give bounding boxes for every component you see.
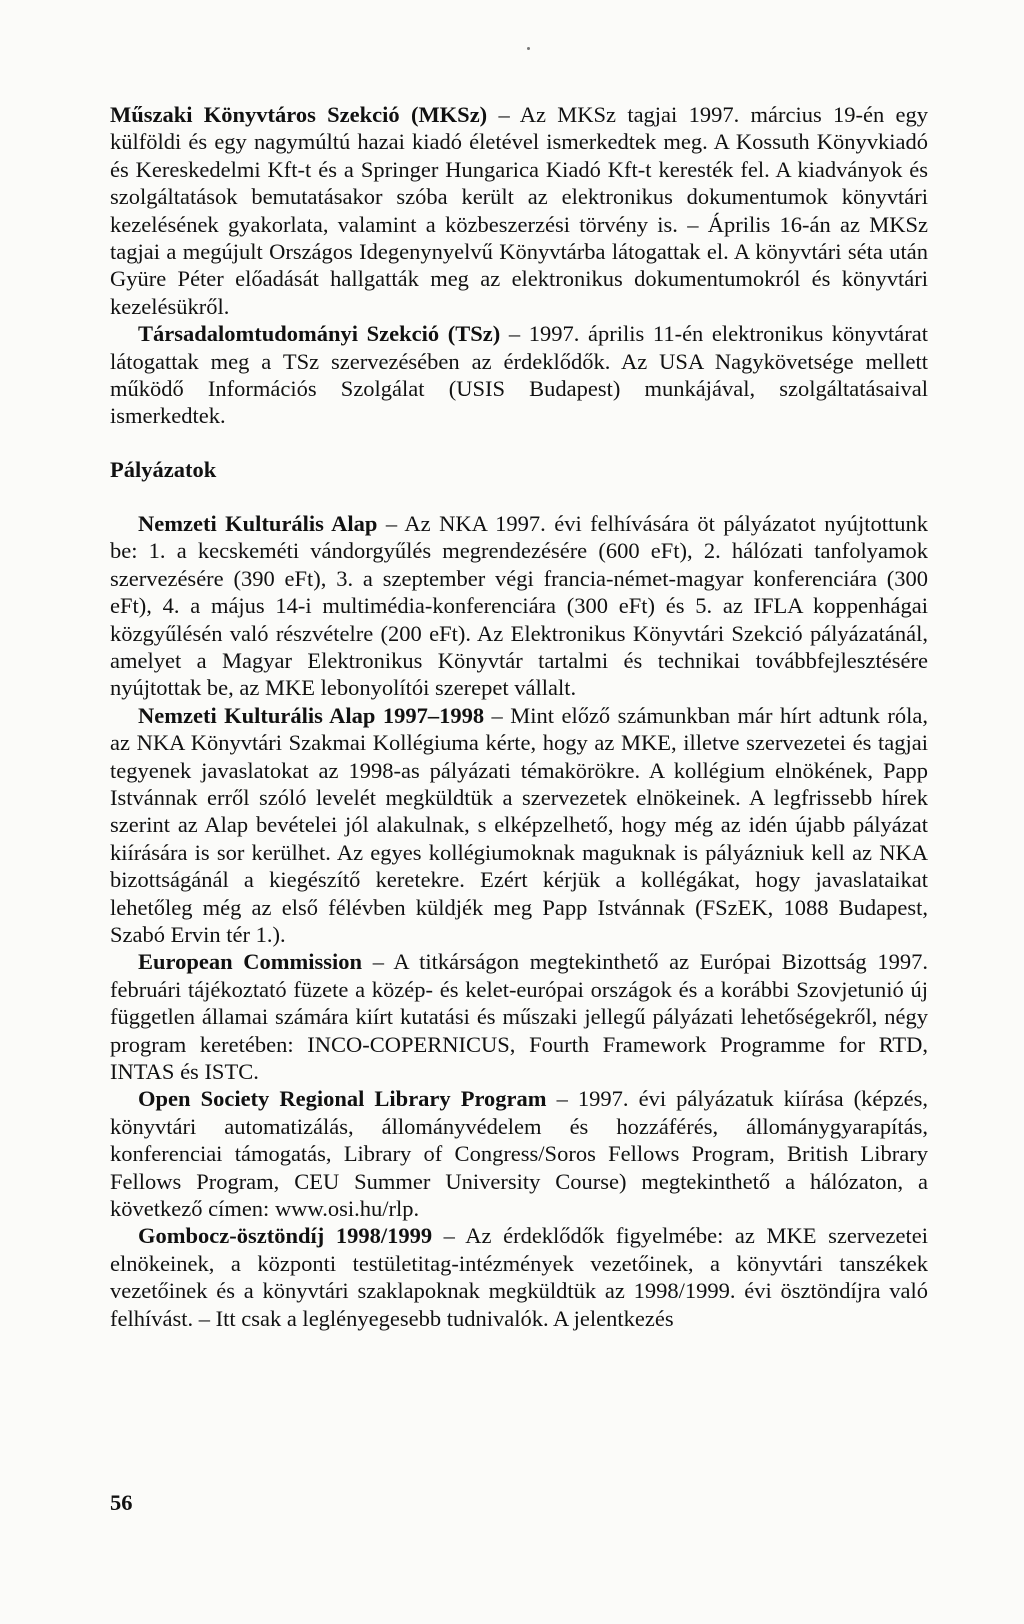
paragraph-text-open-society: – 1997. évi pályázatuk kiírása (képzés, könyvtári automatizálás, állományvédelem és hozzáférés, állománygyarapítás, konferenciai támogatás, Library of Congress/Soros Fellows Program, British Library Fellows Program, CEU Summer University Course) megtekinthető a hálózaton, a következő címen: www.osi.hu/rlp. [110,1086,928,1222]
paragraph-lead-european-commission: European Commission [138,949,363,975]
paragraph-text-nka-1998: – Mint előző számunkban már hírt adtunk róla, az NKA Könyvtári Szakmai Kollégiuma kérte, hogy az MKE, illetve szervezetei és tagjai tegyenek javaslatokat az 1998-as pályázati témakörökre. A kollégium elnökének, Papp Istvánnak erről szóló levelét megküldtük a szervezetek elnökeinek. A legfrissebb hírek szerint az Alap bevételei jól alakulnak, s elképzelhető, hogy még az idén újabb pályázat kiírására is sor kerülhet. Az egyes kollégiumoknak maguknak is pályázniuk kell az NKA bizottságánál a kiegészítő keretekre. Ezért kérjük a kollégákat, hogy javaslataikat lehetőleg még az első félévben küldjék meg Papp Istvánnak (FSzEK, 1088 Budapest, Szabó Ervin tér 1.). [110,702,928,947]
paragraph-nka-1997 [110,510,928,702]
paragraph-gombocz [110,1222,928,1332]
paragraph-lead-gombocz: Gombocz-ösztöndíj 1998/1999 [138,1223,433,1249]
paragraph-mksz [110,101,928,320]
paragraph-lead-nka-1998: Nemzeti Kulturális Alap 1997–1998 [138,702,485,728]
paragraph-tsz [110,320,928,430]
paragraph-open-society [110,1085,928,1222]
paragraph-nka-1998 [110,702,928,949]
scan-speck [527,47,530,50]
paragraph-text-mksz: – Az MKSz tagjai 1997. március 19-én egy külföldi és egy nagymúltú hazai kiadó életével ismerkedtek meg. A Kossuth Könyvkiadó és Kereskedelmi Kft-t és a Springer Hungarica Kiadó Kft-t keresték fel. A kiadványok és szolgáltatások bemutatásakor szóba került az elektronikus dokumentumok könyvtári kezelésének gyakorlata, valamint a közbeszerzési törvény is. – Április 16-án az MKSz tagjai a megújult Országos Idegenynyelvű Könyvtárba látogattak el. A könyvtári séta után Gyüre Péter előadását hallgatták meg az elektronikus dokumentumokról és könyvtári kezelésükről. [110,102,928,319]
page-number: 56 [110,1490,133,1515]
page-body [110,101,928,1332]
section-heading-palyazatok: Pályázatok [110,456,217,482]
paragraph-text-nka-1997: – Az NKA 1997. évi felhívására öt pályázatot nyújtottunk be: 1. a kecskeméti vándorgyűlés megrendezésére (600 eFt), 2. hálózati tanfolyamok szervezésére (390 eFt), 3. a szeptember végi francia-német-magyar konferenciára (300 eFt), 4. a május 14-i multimédia-konferenciára (300 eFt) és 5. az IFLA koppenhágai közgyűlésén való részvételre (200 eFt). Az Elektronikus Könyvtári Szekció pályázatánál, amelyet a Magyar Elektronikus Könyvtár tartalmi és technikai továbbfejlesztésére nyújtottak be, az MKE lebonyolítói szerepet vállalt. [110,510,929,701]
paragraph-lead-mksz: Műszaki Könyvtáros Szekció (MKSz) [110,102,488,127]
paragraph-text-gombocz: – Az érdeklődők figyelmébe: az MKE szervezetei elnökeinek, a központi testületitag-intézmények vezetőinek, a könyvtári tanszékek vezetőinek és a könyvtári szaklapoknak megküldtük az 1998/1999. évi ösztöndíjra való felhívást. – Itt csak a leglényegesebb tudnivalók. A jelentkezés [110,1223,929,1331]
paragraph-lead-tsz: Társadalomtudományi Szekció (TSz) [138,321,501,347]
paragraph-text-european-commission: – A titkárságon megtekinthető az Európai Bizottság 1997. februári tájékoztató füzete a közép- és kelet-európai országok és a korábbi Szovjetunió új független államai számára kiírt kutatási és műszaki jellegű pályázati lehetőségekről, négy program keretében: INCO-COPERNICUS, Fourth Framework Programme for RTD, INTAS és ISTC. [110,949,928,1084]
paragraph-lead-nka-1997: Nemzeti Kulturális Alap [138,510,378,536]
paragraph-text-tsz: – 1997. április 11-én elektronikus könyvtárat látogattak meg a TSz szervezésében az érdeklődők. Az USA Nagykövetsége mellett működő Információs Szolgálat (USIS Budapest) munkájával, szolgáltatásaival ismerkedtek. [110,321,929,429]
paragraph-european-commission [110,948,928,1085]
paragraph-lead-open-society: Open Society Regional Library Program [138,1086,547,1112]
